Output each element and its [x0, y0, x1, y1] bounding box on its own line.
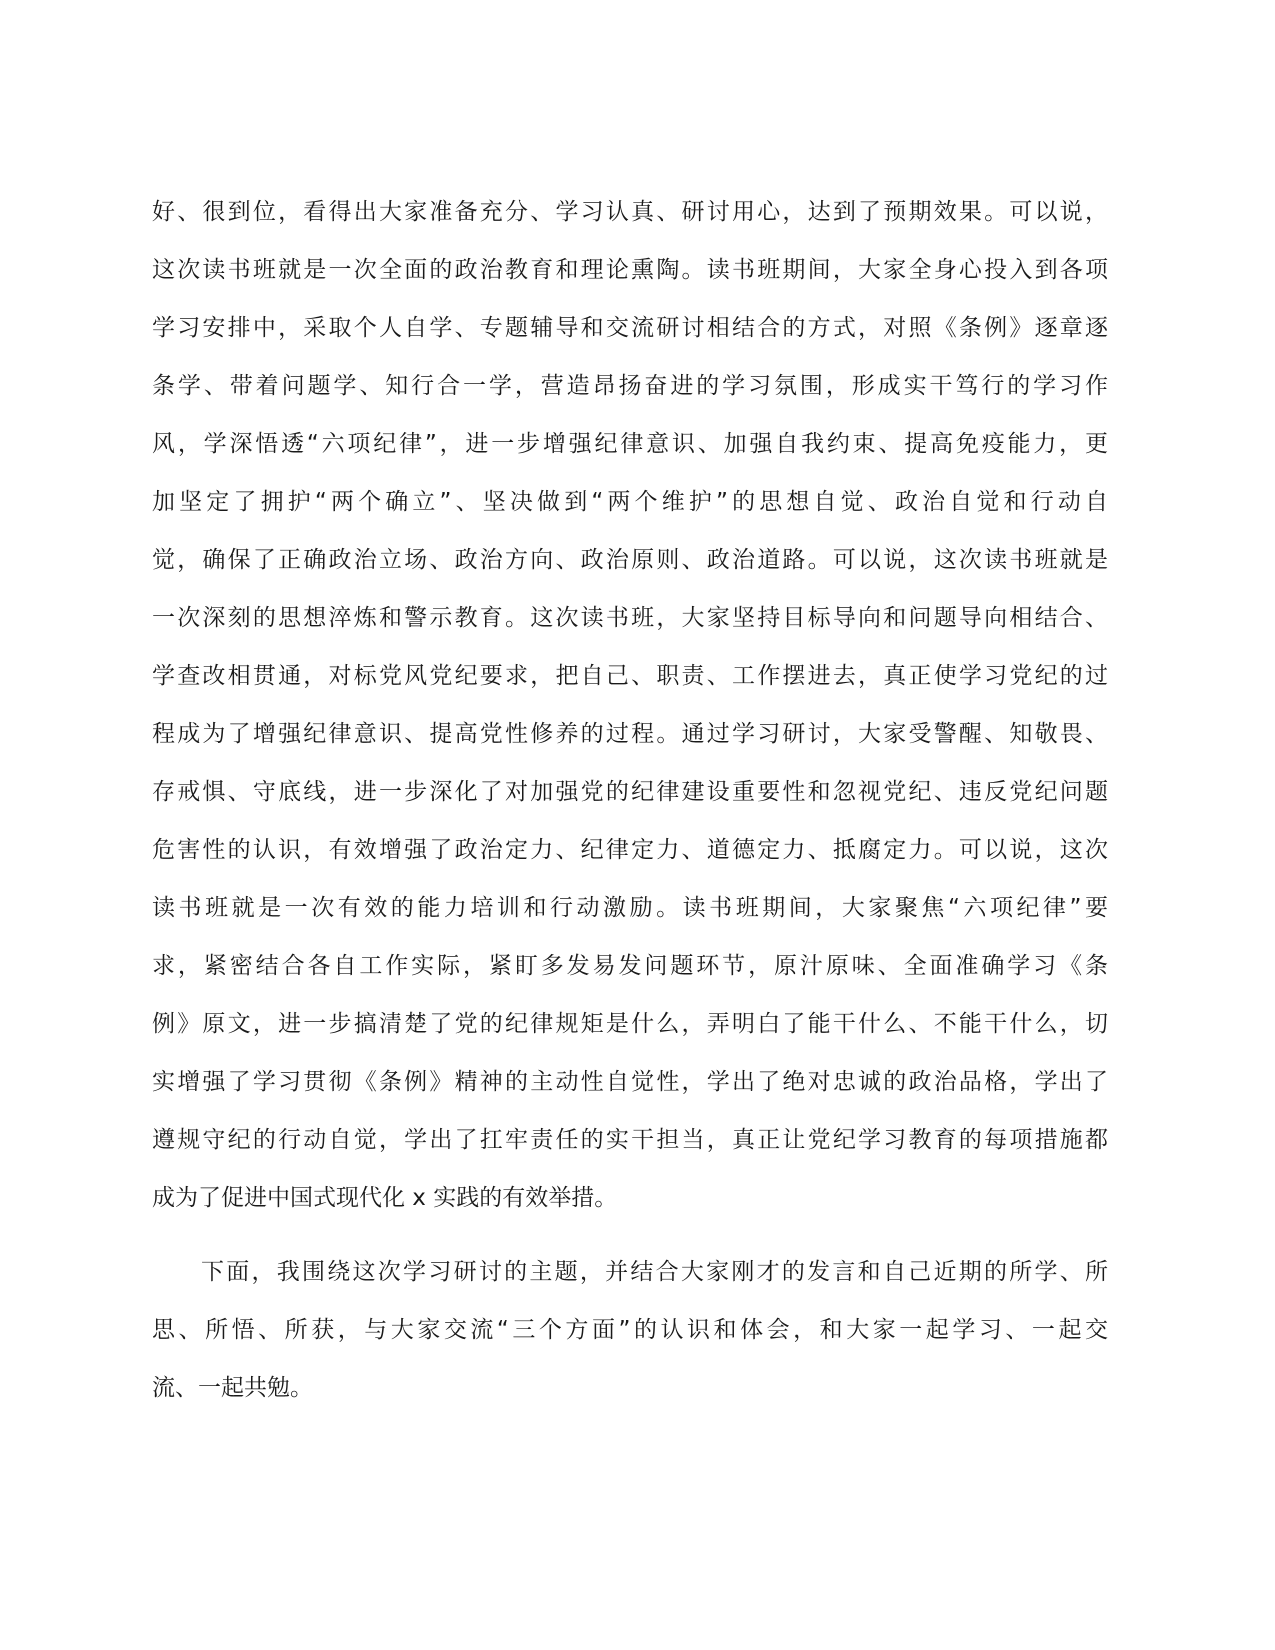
paragraph-line: 实增强了学习贯彻《条例》精神的主动性自觉性，学出了绝对忠诚的政治品格，学出了 [152, 1069, 1108, 1095]
paragraph-line: 遵规守纪的行动自觉，学出了扛牢责任的实干担当，真正让党纪学习教育的每项措施都 [152, 1127, 1108, 1153]
paragraph-line: 加坚定了拥护“两个确立”、坚决做到“两个维护”的思想自觉、政治自觉和行动自 [152, 489, 1108, 515]
paragraph-line: 危害性的认识，有效增强了政治定力、纪律定力、道德定力、抵腐定力。可以说，这次 [152, 837, 1108, 863]
paragraph-line: 求，紧密结合各自工作实际，紧盯多发易发问题环节，原汁原味、全面准确学习《条 [152, 953, 1108, 979]
paragraph-1 [152, 183, 1108, 1227]
paragraph-line: 风，学深悟透“六项纪律”，进一步增强纪律意识、加强自我约束、提高免疫能力，更 [152, 431, 1108, 457]
paragraph-line: 条学、带着问题学、知行合一学，营造昂扬奋进的学习氛围，形成实干笃行的学习作 [152, 373, 1108, 399]
paragraph-2 [152, 1243, 1108, 1417]
paragraph-line: 下面，我围绕这次学习研讨的主题，并结合大家刚才的发言和自己近期的所学、所 [201, 1259, 1108, 1285]
paragraph-line: 读书班就是一次有效的能力培训和行动激励。读书班期间，大家聚焦“六项纪律”要 [152, 895, 1108, 921]
paragraph-line: 学查改相贯通，对标党风党纪要求，把自己、职责、工作摆进去，真正使学习党纪的过 [152, 663, 1108, 689]
paragraph-line: 这次读书班就是一次全面的政治教育和理论熏陶。读书班期间，大家全身心投入到各项 [152, 257, 1108, 283]
paragraph-line: 例》原文，进一步搞清楚了党的纪律规矩是什么，弄明白了能干什么、不能干什么，切 [152, 1011, 1108, 1037]
paragraph-line: 觉，确保了正确政治立场、政治方向、政治原则、政治道路。可以说，这次读书班就是 [152, 547, 1108, 573]
paragraph-line: 一次深刻的思想淬炼和警示教育。这次读书班，大家坚持目标导向和问题导向相结合、 [152, 605, 1108, 631]
paragraph-line: 思、所悟、所获，与大家交流“三个方面”的认识和体会，和大家一起学习、一起交 [152, 1317, 1108, 1343]
paragraph-line: 流、一起共勉。 [152, 1375, 313, 1401]
paragraph-line: 存戒惧、守底线，进一步深化了对加强党的纪律建设重要性和忽视党纪、违反党纪问题 [152, 779, 1108, 805]
paragraph-line: 成为了促进中国式现代化 x 实践的有效举措。 [152, 1185, 618, 1211]
paragraph-line: 学习安排中，采取个人自学、专题辅导和交流研讨相结合的方式，对照《条例》逐章逐 [152, 315, 1108, 341]
paragraph-line: 好、很到位，看得出大家准备充分、学习认真、研讨用心，达到了预期效果。可以说， [152, 199, 1108, 225]
paragraph-line: 程成为了增强纪律意识、提高党性修养的过程。通过学习研讨，大家受警醒、知敬畏、 [152, 721, 1108, 747]
